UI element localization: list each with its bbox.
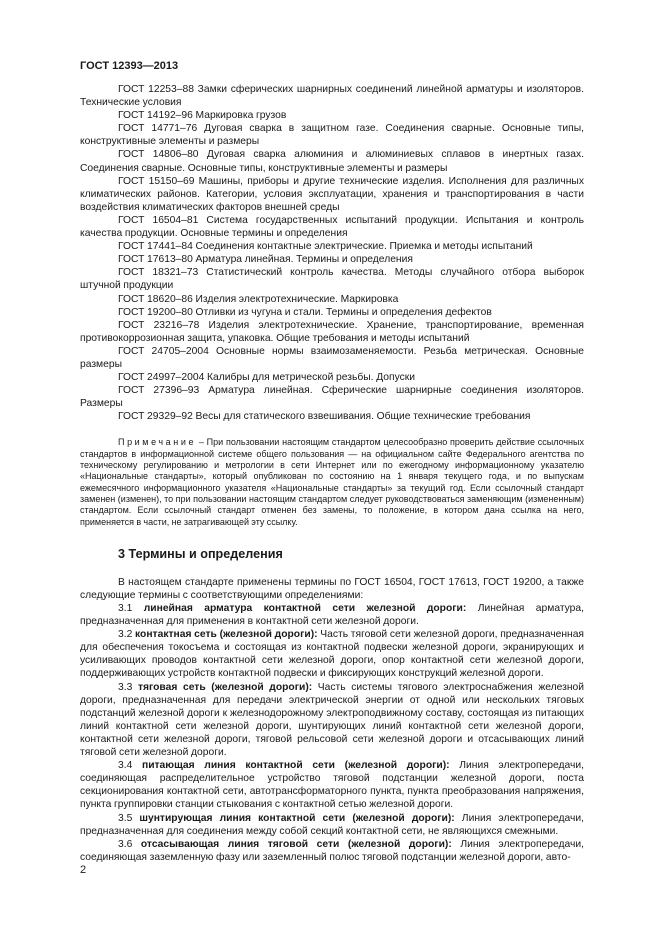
term-definition [80, 681, 584, 760]
term-name: питающая линия контактной сети (железной дороги): [141, 760, 450, 772]
term-text: Часть системы тягового электроснабжения железной дороги, предназначенная для передачи электрической энергии от одной или нескольких тяговых подстанций железной дороги к железнодорожному электроподвижному составу, состоящая из питающих линий контактной сети железной дороги, шунтирующих линий контактной сети железной дороги, контактной сети железной дороги, тяговой рельсовой сети железной дороги и отсасывающих линий тяговой сети железной дороги. [80, 681, 584, 759]
term-definition [80, 759, 584, 811]
reference-item: ГОСТ 16504–81 Система государственных испытаний продукции. Испытания и контроль качества продукции. Основные термины и определения [80, 214, 584, 240]
term-name: шунтирующая линия контактной сети (железной дороги): [139, 812, 455, 824]
reference-item: ГОСТ 19200–80 Отливки из чугуна и стали. Термины и определения дефектов [118, 306, 492, 318]
term-number: 3.2 [118, 629, 136, 641]
term-number: 3.4 [118, 760, 142, 772]
reference-item: ГОСТ 15150–69 Машины, приборы и другие технические изделия. Исполнения для различных климатических районов. Категории, условия эксплуатации, хранения и транспортирования в части воздействия климатических факторов внешней среды [80, 175, 584, 213]
reference-item: ГОСТ 18321–73 Статистический контроль качества. Методы случайного отбора выборок штучной продукции [80, 267, 584, 292]
reference-item: ГОСТ 24705–2004 Основные нормы взаимозаменяемости. Резьба метрическая. Основные размеры [80, 345, 584, 370]
term-text: Линия электропередачи, соединяющая заземленную фазу или заземленный полюс тяговой подстанции железной дороги, авто- [80, 838, 584, 863]
term-number: 3.5 [118, 812, 140, 824]
term-definition [80, 628, 584, 680]
note-label: Примечание [118, 437, 197, 448]
reference-note [80, 437, 584, 527]
page-number: 2 [80, 864, 87, 876]
term-text: Часть тяговой сети железной дороги, предназначенная для обеспечения токосъема и состоящая из контактной подвески железной дороги, экранирующих и усиливающих проводов контактной сети железной дороги, опор контактной сети железной дороги, поддерживающих устройств контактной подвески и фиксирующих конструкций железной дороги. [80, 629, 585, 680]
term-number: 3.3 [118, 681, 138, 693]
reference-item: ГОСТ 18620–86 Изделия электротехнические. Маркировка [118, 293, 399, 305]
section-title: 3 Термины и определения [118, 546, 283, 561]
term-name: линейная арматура контактной сети железной дороги: [143, 603, 467, 614]
document-header: ГОСТ 12393—2013 [80, 60, 179, 72]
reference-item: ГОСТ 23216–78 Изделия электротехнические. Хранение, транспортирование, временная противокоррозионная защита, упаковка. Общие требования и методы испытаний [80, 319, 584, 344]
term-number: 3.1 [118, 603, 144, 614]
term-text: Линейная арматура, предназначенная для применения в контактной сети железной дороги. [80, 603, 584, 628]
reference-item: ГОСТ 14771–76 Дуговая сварка в защитном газе. Соединения сварные. Основные типы, конструктивные элементы и размеры [80, 123, 584, 148]
term-definition [80, 602, 584, 628]
term-name: отсасывающая линия тяговой сети (железной дороги): [140, 838, 452, 850]
reference-item: ГОСТ 24997–2004 Калибры для метрической резьбы. Допуски [118, 372, 416, 384]
reference-item: ГОСТ 14192–96 Маркировка грузов [118, 110, 287, 122]
reference-item: ГОСТ 17613–80 Арматура линейная. Термины и определения [118, 254, 413, 266]
term-definition [80, 838, 584, 864]
term-text: Линия электропередачи, соединяющая распределительное устройство тяговой подстанции железной дороги, поста секционирования контактной сети, автотрансформаторного пункта, пункта преобразования напряжения, пункта группировки станции стыкования с контактной сетью железной дороги. [80, 760, 584, 811]
reference-item: ГОСТ 14806–80 Дуговая сварка алюминия и алюминиевых сплавов в инертных газах. Соединения сварные. Основные типы, конструктивные элементы и размеры [80, 149, 584, 174]
term-name: тяговая сеть (железной дороги): [137, 681, 313, 693]
term-definition [80, 812, 584, 838]
term-number: 3.6 [118, 838, 141, 850]
term-text: Линия электропередачи, предназначенная для соединения между собой секций контактной сети, не являющихся смежными. [80, 812, 584, 837]
document-page [80, 60, 584, 864]
reference-item: ГОСТ 27396–93 Арматура линейная. Сферические шарнирные соединения изоляторов. Размеры [80, 385, 584, 410]
term-name: контактная сеть (железной дороги): [135, 629, 318, 641]
note-text: – При пользовании настоящим стандартом целесообразно проверить действие ссылочных стандартов в информационной системе общего пользования — на официальном сайте Федерального агентства по техническому регулированию и метрологии в сети Интернет или по ежегодному информационному указателю «Национальные стандарты», который опубликован по состоянию на 1 января текущего года, и по выпускам ежемесячного информационного указателя «Национальные стандарты» за текущий год. Если ссылочный стандарт заменен (изменен), то при пользовании настоящим стандартом следует руководствоваться заменяющим (измененным) стандартом. Если ссылочный стандарт отменен без замены, то положение, в котором дана ссылка на него, применяется в части, не затрагивающей эту ссылку. [80, 437, 584, 527]
reference-item: ГОСТ 29329–92 Весы для статического взвешивания. Общие технические требования [118, 411, 531, 423]
normative-references [80, 83, 584, 423]
reference-item: ГОСТ 17441–84 Соединения контактные электрические. Приемка и методы испытаний [118, 241, 533, 253]
section-intro: В настоящем стандарте применены термины по ГОСТ 16504, ГОСТ 17613, ГОСТ 19200, а также следующие термины с соответствующими определениями: [80, 576, 584, 601]
reference-item: ГОСТ 12253–88 Замки сферических шарнирных соединений линейной арматуры и изоляторов. Технические условия [80, 84, 584, 109]
